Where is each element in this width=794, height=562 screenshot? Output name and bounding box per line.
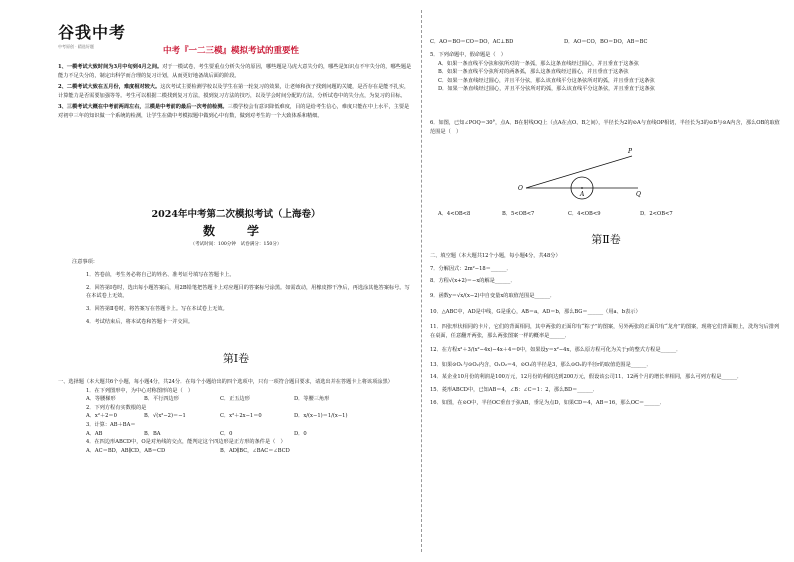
label-q: Q [636,191,641,198]
logo-subtitle: 中考原创 · 精选好题 [58,44,94,49]
option: D．AO＝CO，BO＝DO，AB＝BC [564,39,648,45]
subject-title: 数 学 [202,224,269,238]
option: B．√(x²−2)＝−1 [144,413,186,420]
intro-text: 这次考试主要检测学校以及学生在第一轮复习的效果，让老师和孩子找到问题的关键，是否存在是能不扎实，计算能力是否需要加强等等。考生可以根据二模找到复习方法，摸到复习方法的技巧，以及学会时间分配的方法，分析试卷中的失分点，为复习的目标。 [58,84,410,99]
ray-op [526,156,632,188]
option: C．4<OB<9 [568,211,601,217]
part-one-heading: 第Ⅰ卷 [222,352,250,365]
option: C．0 [220,430,233,437]
exam-title: 2024年中考第二次模拟考试（上海卷） [151,209,321,220]
option-row [86,430,414,439]
option: B．BA [144,430,161,437]
option: A．如果一条直线平分弦和弦所对的一条弧，那么这条直线经过圆心，并且垂直于这条弦 [438,60,639,67]
question-stem: 2．下列方程有实数根的是 [86,404,147,411]
fill-question: 13．如果⊙O₁与⊙O₂内含，O₁O₂＝4，⊙O₁的半径是3，那么⊙O₂的半径r的取值范围是______． [430,361,652,368]
fill-question: 8．方程√(x+2)＝−x的解是______． [430,278,516,285]
option: D．等腰三角形 [294,396,330,403]
question-stem: 1．在下列图形中，为中心对称图形的是（ ） [86,387,194,394]
fill-question: 15．菱形ABCD中，已知AB＝4，∠B：∠C＝1：2，那么BD＝______． [430,386,599,393]
angle-circle-figure [510,144,650,204]
intro-lead: 3、三模考试大概在中考前两周左右，三模是中考前的最后一次考前检测。 [58,104,228,111]
notes-section [72,258,414,331]
choice-section [58,378,414,455]
question-stem: 5．下列命题中，假命题是（ ） [430,52,506,58]
option-row [86,447,414,456]
fill-question: 10．△ABC中，AD是中线，G是重心，AB＝a，AD＝b，那么BG＝______（用a、b表示） [430,309,641,316]
option-row [86,412,414,421]
fill-question: 11．四张形状相同的卡片，它们的背面相同，其中两张的正面印有“粽子”的图案，另外两张的正面印有“龙舟”的图案，现将它们背面朝上，洗均匀后排列在桌面，任意翻开两张，那么两张图案一样的概率是______． [430,323,780,339]
logo-text: 谷我中考 [58,23,127,42]
option: D．0 [294,430,307,437]
question-stem: 6．如图，已知∠POQ＝30°，点A、B在射线OQ上（点A在点O、B之间），半径长为2的⊙A与直线OP相切，半径长为3的⊙B与⊙A内含，那么OB的取值范围是（ ） [430,120,780,135]
option: D．x/(x−1)＝1/(x−1) [294,413,348,420]
section-header: 一、选择题（本大题共6个小题，每小题4分，共24分．在每个小题给出的四个选项中，只有一项符合题目要求，请选出并在答题卡上将该项涂黑） [58,379,393,385]
option: C．AO＝BO＝CO＝DO，AC⊥BD [430,39,514,45]
option: A．4<OB<8 [438,211,471,217]
intro-text: 对于一模试卷，考生要重点分析失分的原因，哪些题是马虎大意失分的，哪些是知识点不牢失分的，哪些题是能力不足失分的，制定出科学而合理的复习计划，从而更好地备战后面的阶段。 [58,64,412,79]
question-6 [430,119,782,136]
fill-question: 14．某企业10月份的利润是100万元，12月份的利润达到200万元，假设该公司11、12两个月的增长率相同，那么可列方程是______． [430,374,743,381]
intro-lead: 2、二模考试大致在五月份，难度相对较大。 [58,84,161,91]
intro-paragraph [58,103,414,120]
intro-paragraph [58,83,414,100]
question-stem: 3．计算：AB＋BA＝ [86,421,136,428]
intro-lead: 1、一模考试大致时间为3月中旬到4月之间。 [58,64,163,70]
q4-continued [430,38,782,47]
logo [58,20,144,54]
exam-time-line: （考试时间：100分钟 试卷满分：150分） [190,242,282,247]
intro-paragraph [58,63,414,80]
question-5 [430,51,782,94]
option-row [86,395,414,404]
intro-section [58,63,414,124]
part-two-heading: 第Ⅱ卷 [591,233,621,246]
option: A．等腰梯形 [86,396,116,403]
option: B．平行四边形 [144,396,179,403]
fill-section [430,252,782,407]
option: B．如果一条直线平分弦所对的两条弧，那么这条直线经过圆心，并且垂直于这条弦 [438,69,629,76]
column-divider [421,10,422,552]
notes-title: 注意事项： [72,259,98,265]
option: B．AD∥BC，∠BAC＝∠BCD [220,447,290,454]
option: B．5<OB<7 [502,211,535,217]
label-o: O [518,185,523,192]
note-item: 1．答卷前，考生务必将自己的姓名、准考证号填写在答题卡上。 [86,272,235,278]
note-item: 3．回答第Ⅱ卷时，将答案写在答题卡上。写在本试卷上无效。 [86,306,228,312]
fill-question: 7．分解因式：2m²−18＝______． [430,265,512,272]
option: A．AC＝BD，AB∥CD，AB＝CD [86,447,166,454]
note-item: 4．考试结束后，将本试卷和答题卡一并交回。 [86,319,194,325]
option: A．AB [86,430,103,437]
intro-text: 三模学校会有意识降低难度，目的是给考生信心，难度只能在中上水平，主要是对初中三年的知识做一个系统的检测，让学生在做中考模拟题中做到心中有数，做到对考生的一个大致体系和精细。 [58,104,410,119]
option: C．x²＋2x−1＝0 [220,413,262,420]
center-a-dot [581,187,583,189]
fill-question: 9．函数y＝√x/(x−2)中自变量x的取值范围是______． [430,292,556,299]
q6-options [430,210,782,219]
option-row [430,210,782,219]
question-stem: 4．在四边形ABCD中，O是对角线的交点，能判定这个四边形是正方形的条件是（ ） [86,439,286,446]
label-a: A [580,191,585,198]
option-row [430,38,782,47]
option: C．如果一条直线经过圆心，并且平分弦，那么该直线平分这条弦所对的弧，并且垂直于这条弦 [438,77,655,84]
fill-question: 12．在方程x²＋3/(x²−4x)−4x＋4＝0中，如果设y＝x²−4x，那么原方程可化为关于y的整式方程是______． [430,347,682,354]
label-p: P [628,148,633,155]
header-title: 中考『一二三模』模拟考试的重要性 [163,46,300,56]
section-header: 二、填空题（本大题共12个小题，每小题4分，共48分） [430,253,561,259]
note-item: 2．回答第Ⅰ卷时，选出每小题答案后，用2B铅笔把答题卡上对应题目的答案标号涂黑。如需改动，用橡皮擦干净后，再选涂其他答案标号。写在本试卷上无效。 [86,285,410,299]
fill-question: 16．如图，在⊙O中，半径OC垂直于弦AB，垂足为点D，如果CD＝4，AB＝16，那么OC＝______． [430,399,665,406]
option: A．x²＋2＝0 [86,413,117,420]
option: C．正五边形 [220,396,250,403]
option: D．2<OB<7 [640,211,673,217]
option: D．如果一条直线经过圆心，并且平分弦所对的弧，那么该直线平分这条弦，并且垂直于这条弦 [438,86,655,93]
